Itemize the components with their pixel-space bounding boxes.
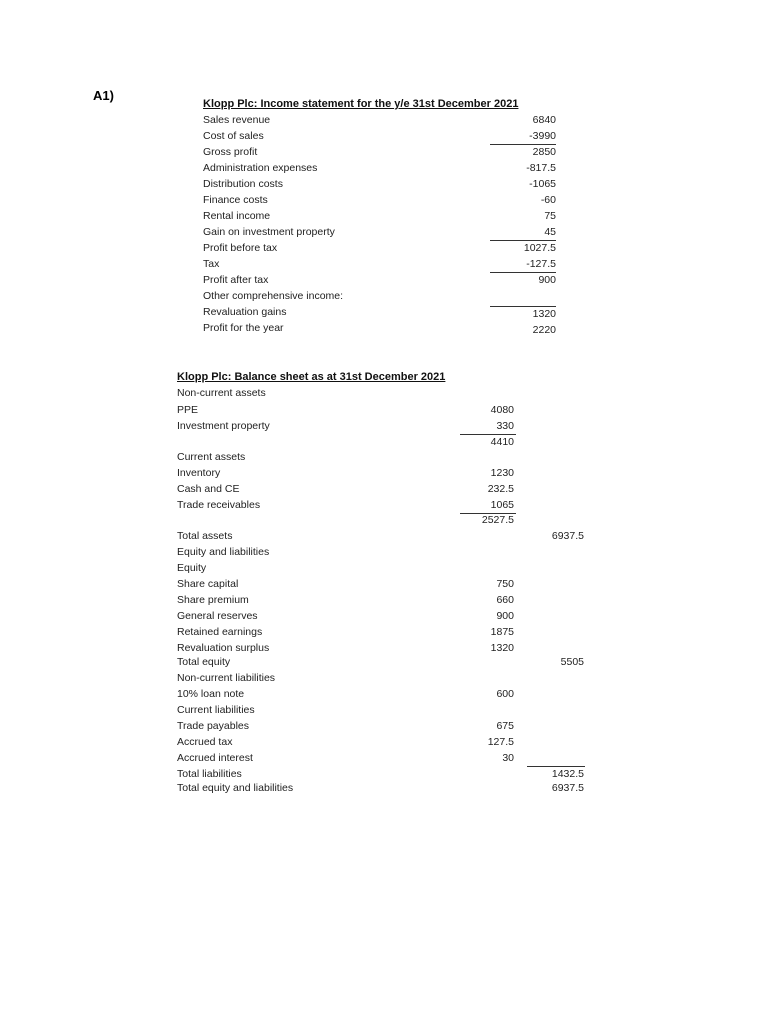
subtotal-rule [490,306,556,307]
income-statement-title: Klopp Plc: Income statement for the y/e 31st December 2021 [203,98,519,110]
bs-row-value: 675 [496,720,514,732]
bs-row-value: 660 [496,594,514,606]
bs-subtotal-value: 2527.5 [481,514,514,526]
is-row-value: 6840 [532,114,556,126]
bs-row-value: 750 [496,578,514,590]
is-row-label: Administration expenses [203,162,318,174]
bs-row-label: Non-current assets [177,387,266,399]
is-row-value: -1065 [529,178,556,190]
bs-row-label: Inventory [177,467,221,479]
bs-row-value: 4080 [490,404,514,416]
is-row-value: 75 [544,210,556,222]
bs-row-label: Share capital [177,578,239,590]
bs-row-label: Total assets [177,530,233,542]
bs-row-label: Equity [177,562,207,574]
bs-row-value: 1065 [490,499,514,511]
is-row-value: 900 [538,274,556,286]
bs-row-value: 900 [496,610,514,622]
bs-row-label: Total liabilities [177,768,242,780]
is-row-value: 1320 [532,308,556,320]
is-row-value: 2850 [532,146,556,158]
subtotal-rule [490,144,556,145]
is-row-label: Cost of sales [203,130,264,142]
is-row-label: Revaluation gains [203,306,287,318]
bs-row-total: 6937.5 [551,782,584,794]
bs-row-label: Share premium [177,594,249,606]
is-row-label: Finance costs [203,194,268,206]
bs-row-value: 1875 [490,626,514,638]
bs-row-label: Total equity [177,656,231,668]
subtotal-rule [527,766,585,767]
is-row-label: Profit before tax [203,242,278,254]
bs-row-label: Current assets [177,451,246,463]
is-row-value: 45 [544,226,556,238]
bs-row-value: 330 [496,420,514,432]
is-row-value: -817.5 [526,162,556,174]
bs-row-value: 1320 [490,642,514,654]
is-row-label: Distribution costs [203,178,283,190]
balance-sheet-title: Klopp Plc: Balance sheet as at 31st December 2021 [177,371,446,383]
is-row-label: Profit for the year [203,322,284,334]
question-label: A1) [93,88,114,103]
is-row-value: -3990 [529,130,556,142]
bs-row-label: PPE [177,404,199,416]
bs-row-value: 232.5 [487,483,514,495]
bs-row-label: Cash and CE [177,483,240,495]
bs-row-label: 10% loan note [177,688,245,700]
bs-row-label: Trade payables [177,720,249,732]
is-row-value: -127.5 [526,258,556,270]
subtotal-rule [460,434,516,435]
bs-row-total: 1432.5 [551,768,584,780]
is-row-label: Sales revenue [203,114,271,126]
bs-row-label: Non-current liabilities [177,672,276,684]
bs-row-value: 127.5 [487,736,514,748]
bs-row-label: Current liabilities [177,704,255,716]
bs-row-total: 5505 [560,656,584,668]
is-row-label: Profit after tax [203,274,269,286]
bs-row-label: Total equity and liabilities [177,782,294,794]
bs-row-value: 30 [502,752,514,764]
is-row-label: Other comprehensive income: [203,290,344,302]
subtotal-rule [490,272,556,273]
bs-row-label: Accrued interest [177,752,253,764]
bs-row-value: 600 [496,688,514,700]
subtotal-rule [490,240,556,241]
bs-row-label: Equity and liabilities [177,546,270,558]
bs-row-value: 1230 [490,467,514,479]
is-row-label: Gross profit [203,146,258,158]
is-row-label: Rental income [203,210,271,222]
is-row-label: Tax [203,258,220,270]
bs-row-label: Investment property [177,420,270,432]
is-row-value: 1027.5 [523,242,556,254]
bs-row-label: Trade receivables [177,499,261,511]
bs-row-label: Accrued tax [177,736,233,748]
is-row-label: Gain on investment property [203,226,335,238]
is-row-value: -60 [540,194,556,206]
is-row-value: 2220 [532,324,556,336]
bs-row-label: Revaluation surplus [177,642,270,654]
bs-subtotal-value: 4410 [490,436,514,448]
bs-row-label: Retained earnings [177,626,263,638]
bs-row-label: General reserves [177,610,258,622]
bs-row-total: 6937.5 [551,530,584,542]
